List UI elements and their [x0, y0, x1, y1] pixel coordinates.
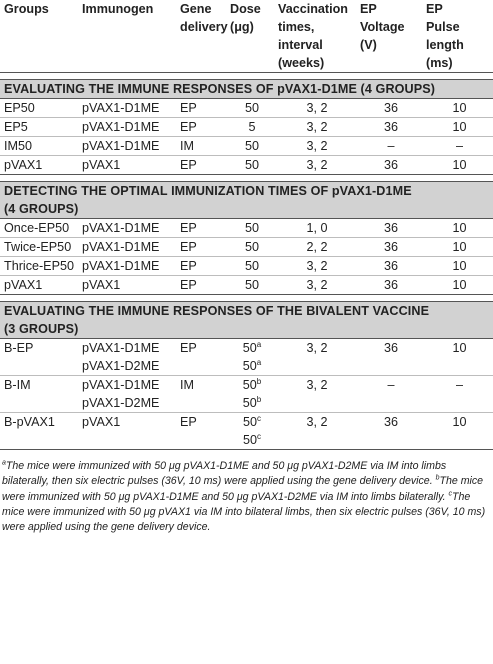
cell-vaccination-times: 3, 2 — [274, 276, 356, 295]
dose-line — [230, 257, 274, 275]
dose-value: 50 — [242, 341, 257, 355]
cell-group: pVAX1 — [0, 156, 78, 175]
cell-group: pVAX1 — [0, 276, 78, 295]
immunogen-line: pVAX1 — [82, 415, 121, 429]
footnote-text: The mice were immunized with 50 μg pVAX1-D1ME and 50 μg pVAX1-D2ME via IM into limbs bilaterally. — [2, 475, 484, 503]
cell-ep-pulse: 10 — [422, 118, 493, 137]
dose-value: 50 — [244, 101, 259, 115]
section-header-row — [0, 80, 493, 99]
cell-dose — [226, 276, 274, 295]
dose-footnote-mark: b — [256, 376, 262, 386]
cell-delivery: IM — [176, 376, 226, 413]
spacer-row — [0, 295, 493, 302]
dose-value: 50 — [244, 221, 259, 235]
cell-dose — [226, 156, 274, 175]
cell-ep-pulse: 10 — [422, 219, 493, 238]
cell-dose — [226, 99, 274, 118]
table-row — [0, 137, 493, 156]
cell-dose — [226, 413, 274, 450]
cell-ep-voltage: 36 — [356, 238, 422, 257]
dose-value: 50 — [244, 139, 259, 153]
header-groups: Groups — [0, 0, 78, 73]
spacer-row — [0, 73, 493, 80]
dose-value: 50 — [242, 396, 257, 410]
cell-vaccination-times: 3, 2 — [274, 376, 356, 413]
cell-group: Once-EP50 — [0, 219, 78, 238]
cell-ep-pulse: 10 — [422, 156, 493, 175]
immunogen-line: pVAX1-D1ME — [82, 221, 160, 235]
cell-vaccination-times: 3, 2 — [274, 156, 356, 175]
table-row — [0, 238, 493, 257]
dose-value: 50 — [242, 378, 257, 392]
dose-line — [230, 357, 274, 375]
immunogen-line: pVAX1-D1ME — [82, 139, 160, 153]
dose-footnote-mark: a — [256, 357, 262, 367]
section-header-row — [0, 302, 493, 339]
cell-ep-pulse: – — [422, 376, 493, 413]
immunogen-line: pVAX1-D1ME — [82, 378, 160, 392]
cell-group: B-EP — [0, 339, 78, 376]
dose-line — [230, 413, 274, 431]
cell-ep-pulse: – — [422, 137, 493, 156]
dose-line — [230, 137, 274, 155]
cell-vaccination-times: 3, 2 — [274, 118, 356, 137]
cell-group: EP5 — [0, 118, 78, 137]
section-header-row — [0, 182, 493, 219]
cell-delivery: EP — [176, 276, 226, 295]
cell-immunogen — [78, 99, 176, 118]
cell-delivery: EP — [176, 257, 226, 276]
dose-line — [230, 276, 274, 294]
cell-immunogen — [78, 276, 176, 295]
header-vaccination: Vaccination times, interval (weeks) — [274, 0, 356, 73]
cell-dose — [226, 238, 274, 257]
cell-delivery: EP — [176, 99, 226, 118]
table-row — [0, 276, 493, 295]
cell-immunogen — [78, 413, 176, 450]
header-gene-delivery: Gene delivery — [176, 0, 226, 73]
dose-value: 50 — [242, 415, 257, 429]
spacer-row — [0, 175, 493, 182]
cell-immunogen — [78, 238, 176, 257]
cell-ep-pulse: 10 — [422, 238, 493, 257]
cell-dose — [226, 118, 274, 137]
cell-delivery: EP — [176, 238, 226, 257]
cell-ep-voltage: – — [356, 376, 422, 413]
immunogen-line: pVAX1-D2ME — [82, 359, 160, 373]
section-title-line: EVALUATING THE IMMUNE RESPONSES OF THE BIVALENT VACCINE — [4, 304, 430, 318]
immunogen-line: pVAX1 — [82, 158, 121, 172]
dose-value: 50 — [244, 259, 259, 273]
cell-dose — [226, 219, 274, 238]
cell-ep-pulse: 10 — [422, 339, 493, 376]
immunogen-line: pVAX1 — [82, 278, 121, 292]
immunogen-line: pVAX1-D2ME — [82, 396, 160, 410]
immunogen-line: pVAX1-D1ME — [82, 120, 160, 134]
cell-ep-voltage: 36 — [356, 156, 422, 175]
section-title-line: (3 GROUPS) — [4, 322, 79, 336]
cell-vaccination-times: 3, 2 — [274, 413, 356, 450]
dose-footnote-mark: a — [256, 339, 262, 349]
table-row — [0, 99, 493, 118]
dose-value: 50 — [244, 240, 259, 254]
dose-footnote-mark: c — [257, 413, 261, 423]
cell-dose — [226, 376, 274, 413]
cell-ep-voltage: – — [356, 137, 422, 156]
dose-footnote-mark: b — [256, 394, 262, 404]
cell-group: EP50 — [0, 99, 78, 118]
dose-line — [230, 431, 274, 449]
cell-delivery: EP — [176, 118, 226, 137]
dose-value: 50 — [244, 278, 259, 292]
dose-footnote-mark: c — [257, 431, 261, 441]
header-ep-voltage: EP Voltage (V) — [356, 0, 422, 73]
cell-vaccination-times: 3, 2 — [274, 257, 356, 276]
footnote-mark: a — [2, 459, 6, 467]
dose-line — [230, 394, 274, 412]
cell-immunogen — [78, 118, 176, 137]
section-title-line: DETECTING THE OPTIMAL IMMUNIZATION TIMES OF pVAX1-D1ME — [4, 184, 412, 198]
cell-group: B-pVAX1 — [0, 413, 78, 450]
table-row — [0, 376, 493, 413]
cell-immunogen — [78, 376, 176, 413]
cell-delivery: EP — [176, 156, 226, 175]
cell-ep-voltage: 36 — [356, 257, 422, 276]
dose-value: 50 — [242, 433, 257, 447]
cell-ep-voltage: 36 — [356, 339, 422, 376]
header-dose: Dose (μg) — [226, 0, 274, 73]
cell-ep-pulse: 10 — [422, 413, 493, 450]
cell-dose — [226, 257, 274, 276]
footnote-mark: b — [435, 474, 440, 482]
section-title-line: EVALUATING THE IMMUNE RESPONSES OF pVAX1-D1ME (4 GROUPS) — [4, 82, 436, 96]
dose-value: 50 — [242, 359, 257, 373]
section-title — [0, 80, 493, 99]
table-row — [0, 219, 493, 238]
dose-line — [230, 156, 274, 174]
immunogen-line: pVAX1-D1ME — [82, 341, 160, 355]
footnote — [2, 459, 491, 535]
table-row — [0, 156, 493, 175]
dose-line — [230, 376, 274, 394]
cell-ep-voltage: 36 — [356, 413, 422, 450]
cell-group: Twice-EP50 — [0, 238, 78, 257]
cell-immunogen — [78, 156, 176, 175]
footnote-text: The mice were immunized with 50 μg pVAX1 via IM into bilateral limbs, then six electric pulses (36V, 10 ms) were applied using the gene delivery device. — [2, 490, 486, 534]
cell-ep-voltage: 36 — [356, 118, 422, 137]
cell-group: B-IM — [0, 376, 78, 413]
cell-dose — [226, 137, 274, 156]
table-row — [0, 118, 493, 137]
cell-ep-voltage: 36 — [356, 276, 422, 295]
cell-ep-pulse: 10 — [422, 276, 493, 295]
cell-immunogen — [78, 339, 176, 376]
cell-delivery: IM — [176, 137, 226, 156]
section-title-line: (4 GROUPS) — [4, 202, 79, 216]
immunogen-line: pVAX1-D1ME — [82, 240, 160, 254]
cell-vaccination-times: 3, 2 — [274, 339, 356, 376]
immunogen-line: pVAX1-D1ME — [82, 101, 160, 115]
cell-ep-voltage: 36 — [356, 219, 422, 238]
cell-immunogen — [78, 137, 176, 156]
dose-line — [230, 238, 274, 256]
cell-ep-pulse: 10 — [422, 257, 493, 276]
dose-value: 50 — [244, 158, 259, 172]
dose-line — [230, 99, 274, 117]
cell-dose — [226, 339, 274, 376]
cell-immunogen — [78, 257, 176, 276]
cell-group: Thrice-EP50 — [0, 257, 78, 276]
footnote-text: The mice were immunized with 50 μg pVAX1-D1ME and 50 μg pVAX1-D2ME via IM into limbs bilaterally, then six electric pulses (36V, 10 ms) were applied using the gene delivery device. — [2, 460, 447, 488]
table-row — [0, 413, 493, 450]
cell-immunogen — [78, 219, 176, 238]
section-title — [0, 302, 493, 339]
table-row — [0, 339, 493, 376]
cell-vaccination-times: 3, 2 — [274, 99, 356, 118]
dose-line — [230, 219, 274, 237]
header-row — [0, 0, 493, 73]
immunogen-line: pVAX1-D1ME — [82, 259, 160, 273]
cell-ep-voltage: 36 — [356, 99, 422, 118]
cell-delivery: EP — [176, 339, 226, 376]
cell-vaccination-times: 2, 2 — [274, 238, 356, 257]
cell-group: IM50 — [0, 137, 78, 156]
header-ep-pulse: EP Pulse length (ms) — [422, 0, 493, 73]
cell-vaccination-times: 3, 2 — [274, 137, 356, 156]
dose-line — [230, 339, 274, 357]
dose-value: 5 — [248, 120, 256, 134]
dose-line — [230, 118, 274, 136]
table-row — [0, 257, 493, 276]
cell-vaccination-times: 1, 0 — [274, 219, 356, 238]
header-immunogen: Immunogen — [78, 0, 176, 73]
footnote-mark: c — [448, 490, 453, 498]
cell-delivery: EP — [176, 219, 226, 238]
section-title — [0, 182, 493, 219]
cell-delivery: EP — [176, 413, 226, 450]
cell-ep-pulse: 10 — [422, 99, 493, 118]
